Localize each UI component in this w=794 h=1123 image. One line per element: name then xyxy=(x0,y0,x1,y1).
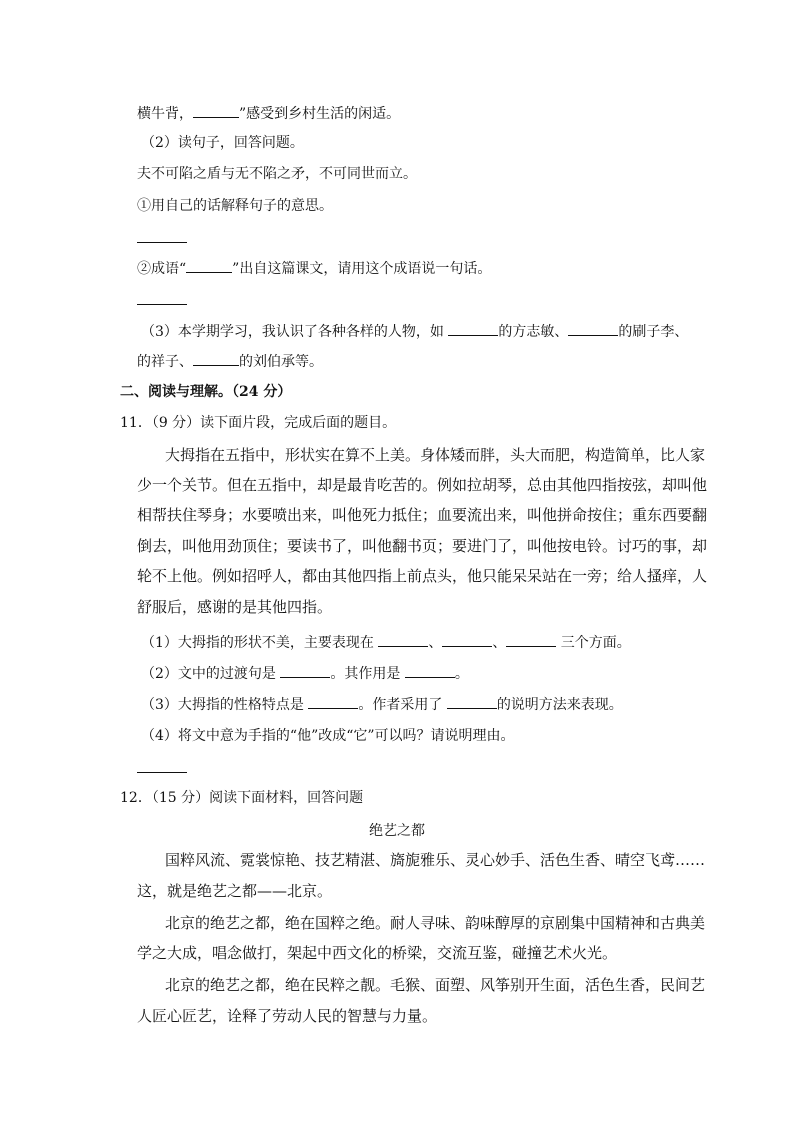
text: 的刷子李、 xyxy=(618,324,689,340)
text: 的刘伯承等。 xyxy=(239,354,323,370)
answer-blank[interactable] xyxy=(442,632,492,647)
text: ”出自这篇课文，请用这个成语说一句话。 xyxy=(232,261,492,277)
text: 、 xyxy=(428,635,443,651)
text: 的说明方法来表现。 xyxy=(496,697,623,713)
answer-line[interactable] xyxy=(137,242,187,243)
quote-sentence: 夫不可陷之盾与无不陷之矛，不可同世而立。 xyxy=(137,166,417,182)
answer-blank[interactable] xyxy=(193,103,239,118)
passage-line: 这，就是绝艺之都——北京。 xyxy=(137,882,333,900)
question-11-3 xyxy=(141,694,623,715)
passage-line: 人匠心匠艺，诠释了劳动人民的智慧与力量。 xyxy=(137,1007,438,1025)
passage-line: 北京的绝艺之都，绝在国粹之绝。耐人寻味、韵味醇厚的京剧集中国精神和古典美 xyxy=(165,914,706,932)
article-title: 绝艺之都 xyxy=(369,823,425,839)
text: （3）大拇指的性格特点是 xyxy=(141,697,309,713)
text: ②成语“ xyxy=(137,261,187,277)
answer-blank[interactable] xyxy=(568,321,618,336)
question-12-header: 12．（15 分）阅读下面材料，回答问题 xyxy=(120,790,364,806)
question-2-1: ①用自己的话解释句子的意思。 xyxy=(137,198,333,214)
passage-line: 北京的绝艺之都，绝在民粹之靓。毛猴、面塑、风筝别开生面，活色生香，民间艺 xyxy=(165,976,706,994)
text: 。其作用是 xyxy=(330,666,405,682)
text: 的祥子、 xyxy=(137,354,193,370)
question-11-2 xyxy=(141,663,469,684)
passage-line: 轮不上他。例如招呼人，都由其他四指上前点头，他只能呆呆站在一旁；给人搔痒，人 xyxy=(137,567,708,585)
text: （3）本学期学习，我认识了各种各样的人物，如 xyxy=(141,324,449,340)
text: （1）大拇指的形状不美，主要表现在 xyxy=(141,635,379,651)
passage-line: 少一个关节。但在五指中，却是最肯吃苦的。例如拉胡琴，总由其他四指按弦，却叫他 xyxy=(137,476,708,494)
question-2-2 xyxy=(137,258,491,279)
passage-line: 倒去，叫他用劲顶住；要读书了，叫他翻书页；要进门了，叫他按电铃。讨巧的事，却 xyxy=(137,537,708,555)
passage-line: 舒服后，感谢的是其他四指。 xyxy=(137,598,333,616)
fill-line-1 xyxy=(137,103,400,124)
question-2: （2）读句子，回答问题。 xyxy=(141,135,304,151)
answer-blank[interactable] xyxy=(193,351,239,366)
answer-line[interactable] xyxy=(137,772,187,773)
answer-blank[interactable] xyxy=(280,663,330,678)
text: 。作者采用了 xyxy=(358,697,447,713)
answer-blank[interactable] xyxy=(186,258,232,273)
answer-blank[interactable] xyxy=(447,694,497,709)
answer-blank[interactable] xyxy=(308,694,358,709)
text: 、 xyxy=(492,635,507,651)
answer-blank[interactable] xyxy=(506,632,556,647)
answer-blank[interactable] xyxy=(378,632,428,647)
question-11-header: 11．（9 分）读下面片段，完成后面的题目。 xyxy=(120,415,397,431)
question-11-1 xyxy=(141,632,631,653)
passage-line: 相帮扶住琴身；水要喷出来，叫他死力抵住；血要流出来，叫他拼命按住；重东西要翻 xyxy=(137,506,708,524)
question-11-4: （4）将文中意为手指的“他”改成“它”可以吗？请说明理由。 xyxy=(141,728,515,744)
text: ”感受到乡村生活的闲适。 xyxy=(239,106,401,122)
question-3 xyxy=(141,321,688,342)
text: 三个方面。 xyxy=(556,635,631,651)
text: （2）文中的过渡句是 xyxy=(141,666,281,682)
text: 横牛背， xyxy=(137,106,193,122)
passage-line: 国粹风流、霓裳惊艳、技艺精湛、旖旎雅乐、灵心妙手、活色生香、晴空飞鸢…… xyxy=(165,851,706,869)
answer-blank[interactable] xyxy=(448,321,498,336)
question-3-line-2 xyxy=(137,351,323,372)
answer-line[interactable] xyxy=(137,304,187,305)
passage-line: 学之大成，唱念做打，架起中西文化的桥梁，交流互鉴，碰撞艺术火光。 xyxy=(137,944,618,962)
section-title: 二、阅读与理解。（24 分） xyxy=(120,384,292,400)
passage-line: 大拇指在五指中，形状实在算不上美。身体矮而胖，头大而肥，构造简单，比人家 xyxy=(165,446,706,464)
answer-blank[interactable] xyxy=(405,663,455,678)
text: 。 xyxy=(454,666,469,682)
text: 的方志敏、 xyxy=(498,324,569,340)
